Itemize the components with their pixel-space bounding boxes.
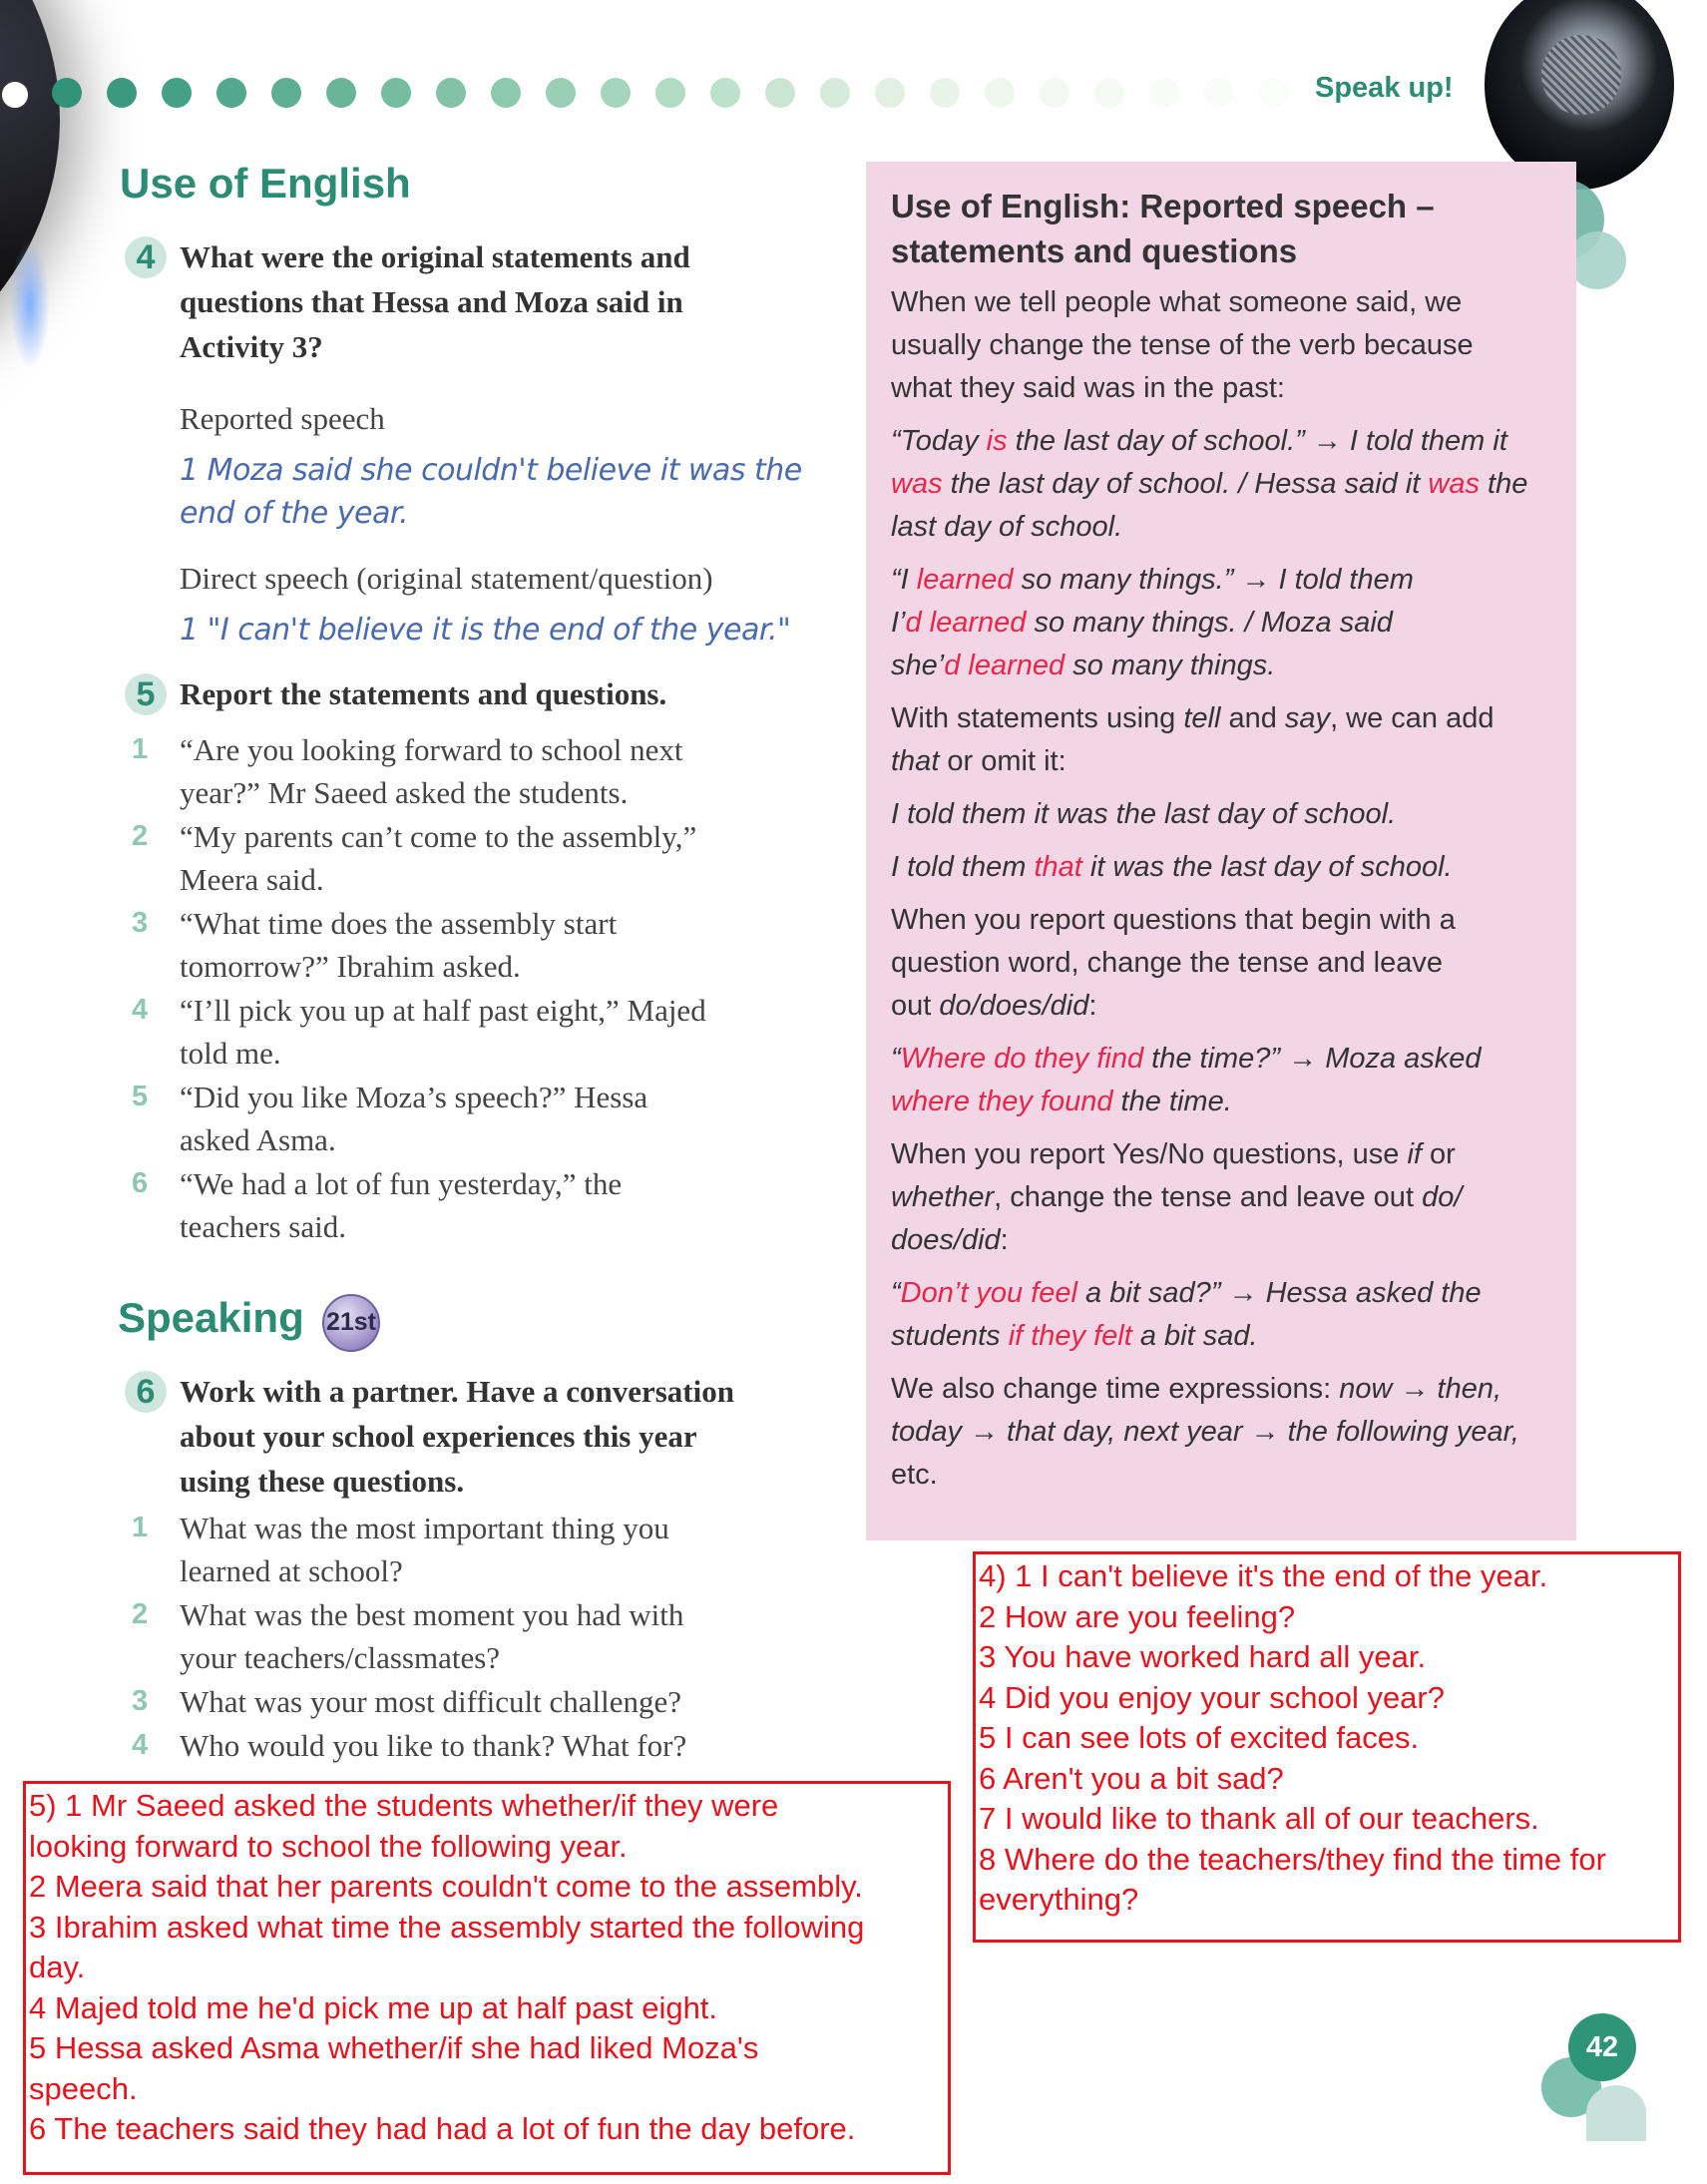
text-line: usually change the tense of the verb because <box>891 329 1474 361</box>
decorative-dot <box>601 78 631 108</box>
decorative-dot <box>1204 78 1234 108</box>
decorative-dot <box>436 78 466 108</box>
text: so many things. <box>1065 650 1276 681</box>
grammar-example-5 <box>891 1038 1569 1123</box>
grammar-yes-no <box>891 1133 1569 1262</box>
text: students <box>891 1320 1009 1352</box>
decorative-dot <box>491 78 521 108</box>
text-line: learned at school? <box>180 1553 403 1588</box>
list-item <box>132 815 830 901</box>
decorative-dot <box>271 78 301 108</box>
text: do/does/did <box>939 990 1089 1022</box>
reported-speech-example <box>180 449 802 535</box>
text-line: Who would you like to thank? What for? <box>180 1728 687 1763</box>
decorative-dot <box>875 78 905 108</box>
grammar-time-expressions <box>891 1368 1569 1497</box>
highlight: was <box>891 468 943 500</box>
list-item-text <box>180 1162 622 1248</box>
text: the <box>1479 468 1528 500</box>
list-item-number: 6 <box>132 1167 149 1199</box>
grammar-box-title <box>891 184 1559 273</box>
highlight: d learned <box>944 650 1066 681</box>
text: With statements using <box>891 702 1184 734</box>
text: so many things.” → I told them <box>1013 564 1414 596</box>
instruction-line: Activity 3? <box>180 329 323 364</box>
activity-4-instruction <box>180 234 690 369</box>
text: that <box>891 745 940 777</box>
list-item <box>132 1680 830 1723</box>
decorative-bubble <box>1586 2085 1646 2141</box>
section-label: Speak up! <box>1315 72 1454 104</box>
list-item <box>132 1593 830 1679</box>
text-line: last day of school. <box>891 511 1123 543</box>
list-item-number: 2 <box>132 820 149 852</box>
answer-box-activity-5 <box>23 1781 951 2175</box>
text: does/did <box>891 1224 1001 1256</box>
list-item <box>132 1724 830 1767</box>
activity-number: 5 <box>125 673 167 715</box>
grammar-example-1 <box>891 420 1569 549</box>
highlight: is <box>986 425 1008 457</box>
decorative-dot <box>1094 78 1124 108</box>
text: if <box>1407 1138 1422 1170</box>
answer-line: 4) 1 I can't believe it's the end of the year. <box>979 1558 1548 1593</box>
title-line: Use of English: Reported speech – <box>891 188 1435 224</box>
decorative-dot <box>1259 78 1289 108</box>
text: whether <box>891 1181 995 1213</box>
text: “ <box>891 1043 901 1075</box>
decorative-dot <box>820 78 850 108</box>
list-item-text <box>180 1593 683 1679</box>
text: it was the last day of school. <box>1081 851 1453 883</box>
grammar-example-6 <box>891 1272 1569 1358</box>
text: : <box>1088 990 1097 1022</box>
activity-6-instruction <box>180 1369 734 1504</box>
text: the last day of school. / Hessa said it <box>942 468 1429 500</box>
section-title-speaking: Speaking <box>118 1294 304 1341</box>
text-line: “What time does the assembly start <box>180 906 618 941</box>
answer-line: 7 I would like to thank all of our teachers. <box>979 1801 1539 1836</box>
answer-line: 8 Where do the teachers/they find the time for <box>979 1841 1606 1877</box>
text-line: What was your most difficult challenge? <box>180 1684 682 1719</box>
text: : <box>1000 1224 1009 1256</box>
instruction-line: about your school experiences this year <box>180 1419 697 1454</box>
text: now → then, <box>1339 1373 1502 1405</box>
answer-line: looking forward to school the following year. <box>29 1828 628 1864</box>
list-item-number: 5 <box>132 1081 149 1112</box>
decorative-dot <box>381 78 411 108</box>
highlight: where they found <box>891 1086 1113 1117</box>
text-line: what they said was in the past: <box>891 372 1285 404</box>
title-line: statements and questions <box>891 232 1298 269</box>
answer-line: 2 How are you feeling? <box>979 1598 1296 1634</box>
reported-speech-label: Reported speech <box>180 401 385 436</box>
answer-line: 2 Meera said that her parents couldn't come to the assembly. <box>29 1869 863 1904</box>
text: or omit it: <box>939 745 1067 777</box>
example-line: end of the year. <box>180 496 408 531</box>
text-line: “We had a lot of fun yesterday,” the <box>180 1166 623 1201</box>
text-line: “Did you like Moza’s speech?” Hessa <box>180 1080 648 1114</box>
text: “ <box>891 1277 901 1309</box>
decorative-dot <box>765 78 795 108</box>
instruction-line: What were the original statements and <box>180 239 690 274</box>
text-line: question word, change the tense and leave <box>891 947 1444 979</box>
decorative-glow <box>10 239 50 369</box>
example-line: 1 Moza said she couldn't believe it was the <box>180 453 802 488</box>
text: or <box>1421 1138 1456 1170</box>
answer-line: day. <box>29 1950 86 1984</box>
text: she’ <box>891 650 945 681</box>
grammar-tell-say <box>891 697 1569 783</box>
text-line: “I’ll pick you up at half past eight,” Majed <box>180 993 706 1028</box>
answer-line: 3 You have worked hard all year. <box>979 1639 1427 1674</box>
text: do/ <box>1422 1181 1463 1213</box>
list-item-number: 3 <box>132 907 149 939</box>
text: “Today <box>891 425 987 457</box>
list-item-text <box>180 989 706 1075</box>
highlight: if they felt <box>1008 1320 1132 1352</box>
text: , we can add <box>1330 702 1494 734</box>
text-line: What was the best moment you had with <box>180 1597 684 1632</box>
answer-line: 6 Aren't you a bit sad? <box>979 1760 1284 1796</box>
highlight: that <box>1034 851 1082 883</box>
text: I told them <box>891 851 1035 883</box>
text: the last day of school.” → I told them it <box>1007 425 1507 457</box>
highlight: d learned <box>905 607 1027 639</box>
activity-5-list <box>132 728 830 1249</box>
activity-5-instruction: Report the statements and questions. <box>180 676 667 711</box>
text-line: “My parents can’t come to the assembly,” <box>180 819 697 854</box>
answer-line: speech. <box>29 2070 138 2106</box>
text: When you report Yes/No questions, use <box>891 1138 1408 1170</box>
answer-line: 5 Hessa asked Asma whether/if she had liked Moza's <box>29 2030 759 2065</box>
decorative-dot <box>107 78 137 108</box>
highlight: Where do they find <box>900 1043 1144 1075</box>
text-line: tomorrow?” Ibrahim asked. <box>180 949 521 984</box>
text: out <box>891 990 940 1022</box>
list-item <box>132 902 830 988</box>
decorative-dot <box>326 78 356 108</box>
text: a bit sad?” → Hessa asked the <box>1077 1277 1482 1309</box>
list-item-text <box>180 902 617 988</box>
section-title-use-of-english: Use of English <box>120 160 411 207</box>
instruction-line: Work with a partner. Have a conversation <box>180 1374 734 1409</box>
text: today → that day, next year → the following year, <box>891 1416 1519 1448</box>
text-line: teachers said. <box>180 1209 346 1244</box>
grammar-example-3: I told them it was the last day of school. <box>891 798 1397 830</box>
decorative-dot <box>162 78 192 108</box>
text: a bit sad. <box>1131 1320 1258 1352</box>
list-item-number: 1 <box>132 1512 149 1543</box>
list-item-text <box>180 1680 681 1723</box>
text: “I <box>891 564 917 596</box>
list-item <box>132 989 830 1075</box>
list-item <box>132 1162 830 1248</box>
list-item-number: 1 <box>132 733 149 765</box>
text-line: told me. <box>180 1036 281 1071</box>
highlight: was <box>1428 468 1480 500</box>
text-line: asked Asma. <box>180 1122 336 1157</box>
text-line: your teachers/classmates? <box>180 1640 501 1675</box>
instruction-line: using these questions. <box>180 1464 465 1499</box>
decorative-dot-row <box>52 78 1344 108</box>
list-item-text <box>180 1724 686 1767</box>
list-item-text <box>180 728 683 814</box>
decorative-dot <box>1040 78 1069 108</box>
answer-line: 4 Did you enjoy your school year? <box>979 1679 1445 1715</box>
decorative-dot <box>710 78 740 108</box>
microphone-grill <box>1541 35 1621 115</box>
list-item <box>132 728 830 814</box>
list-item-number: 4 <box>132 994 149 1026</box>
text-line: Meera said. <box>180 862 324 897</box>
text: the time. <box>1112 1086 1232 1117</box>
list-item-number: 2 <box>132 1598 149 1630</box>
text-line: What was the most important thing you <box>180 1511 669 1545</box>
list-item-number: 4 <box>132 1729 149 1761</box>
activity-number: 4 <box>125 236 167 278</box>
text-line: year?” Mr Saeed asked the students. <box>180 775 629 810</box>
grammar-box-body <box>891 281 1569 1497</box>
highlight: learned <box>916 564 1014 596</box>
list-item-text <box>180 1076 647 1161</box>
list-item-text <box>180 815 696 901</box>
decorative-bubble <box>1568 231 1626 289</box>
grammar-example-2 <box>891 559 1569 687</box>
answer-line: 6 The teachers said they had had a lot of fun the day before. <box>29 2111 856 2146</box>
text-line: “Are you looking forward to school next <box>180 732 683 767</box>
decorative-dot <box>216 78 246 108</box>
highlight: Don’t you feel <box>900 1277 1077 1309</box>
text-line: etc. <box>891 1459 938 1491</box>
text: , change the tense and leave out <box>994 1181 1423 1213</box>
decorative-dot <box>0 80 30 110</box>
activity-number: 6 <box>125 1371 167 1413</box>
text: the time?” → Moza asked <box>1143 1043 1482 1075</box>
instruction-line: questions that Hessa and Moza said in <box>180 284 683 319</box>
21st-century-skills-badge: 21st <box>322 1294 380 1352</box>
text: tell <box>1183 702 1221 734</box>
text: so many things. / Moza said <box>1026 607 1393 639</box>
text-line: When you report questions that begin with a <box>891 904 1456 936</box>
direct-speech-label: Direct speech (original statement/question) <box>180 561 713 596</box>
decorative-dot <box>985 78 1015 108</box>
list-item <box>132 1076 830 1161</box>
list-item-text <box>180 1507 669 1592</box>
grammar-question-word <box>891 899 1569 1028</box>
text: I’ <box>891 607 906 639</box>
answer-line: 4 Majed told me he'd pick me up at half past eight. <box>29 1989 718 2025</box>
list-item <box>132 1507 830 1592</box>
activity-6-list <box>132 1507 830 1768</box>
text: say <box>1284 702 1331 734</box>
decorative-dot <box>930 78 960 108</box>
text-line: When we tell people what someone said, we <box>891 286 1463 318</box>
answer-line: everything? <box>979 1882 1139 1917</box>
decorative-dot <box>655 78 685 108</box>
answer-box-activity-4 <box>973 1551 1681 1943</box>
list-item-number: 3 <box>132 1685 149 1717</box>
text: and <box>1220 702 1285 734</box>
grammar-example-4 <box>891 846 1569 889</box>
answer-line: 5 I can see lots of excited faces. <box>979 1720 1420 1755</box>
text: We also change time expressions: <box>891 1373 1340 1405</box>
decorative-dot <box>1149 78 1179 108</box>
decorative-dot <box>546 78 576 108</box>
grammar-intro <box>891 281 1569 410</box>
direct-speech-example: 1 "I can't believe it is the end of the year." <box>180 613 791 648</box>
answer-line: 3 Ibrahim asked what time the assembly started the following <box>29 1909 865 1945</box>
page-number: 42 <box>1568 2013 1636 2081</box>
answer-line: 5) 1 Mr Saeed asked the students whether/if they were <box>29 1788 779 1823</box>
decorative-dot <box>52 78 82 108</box>
